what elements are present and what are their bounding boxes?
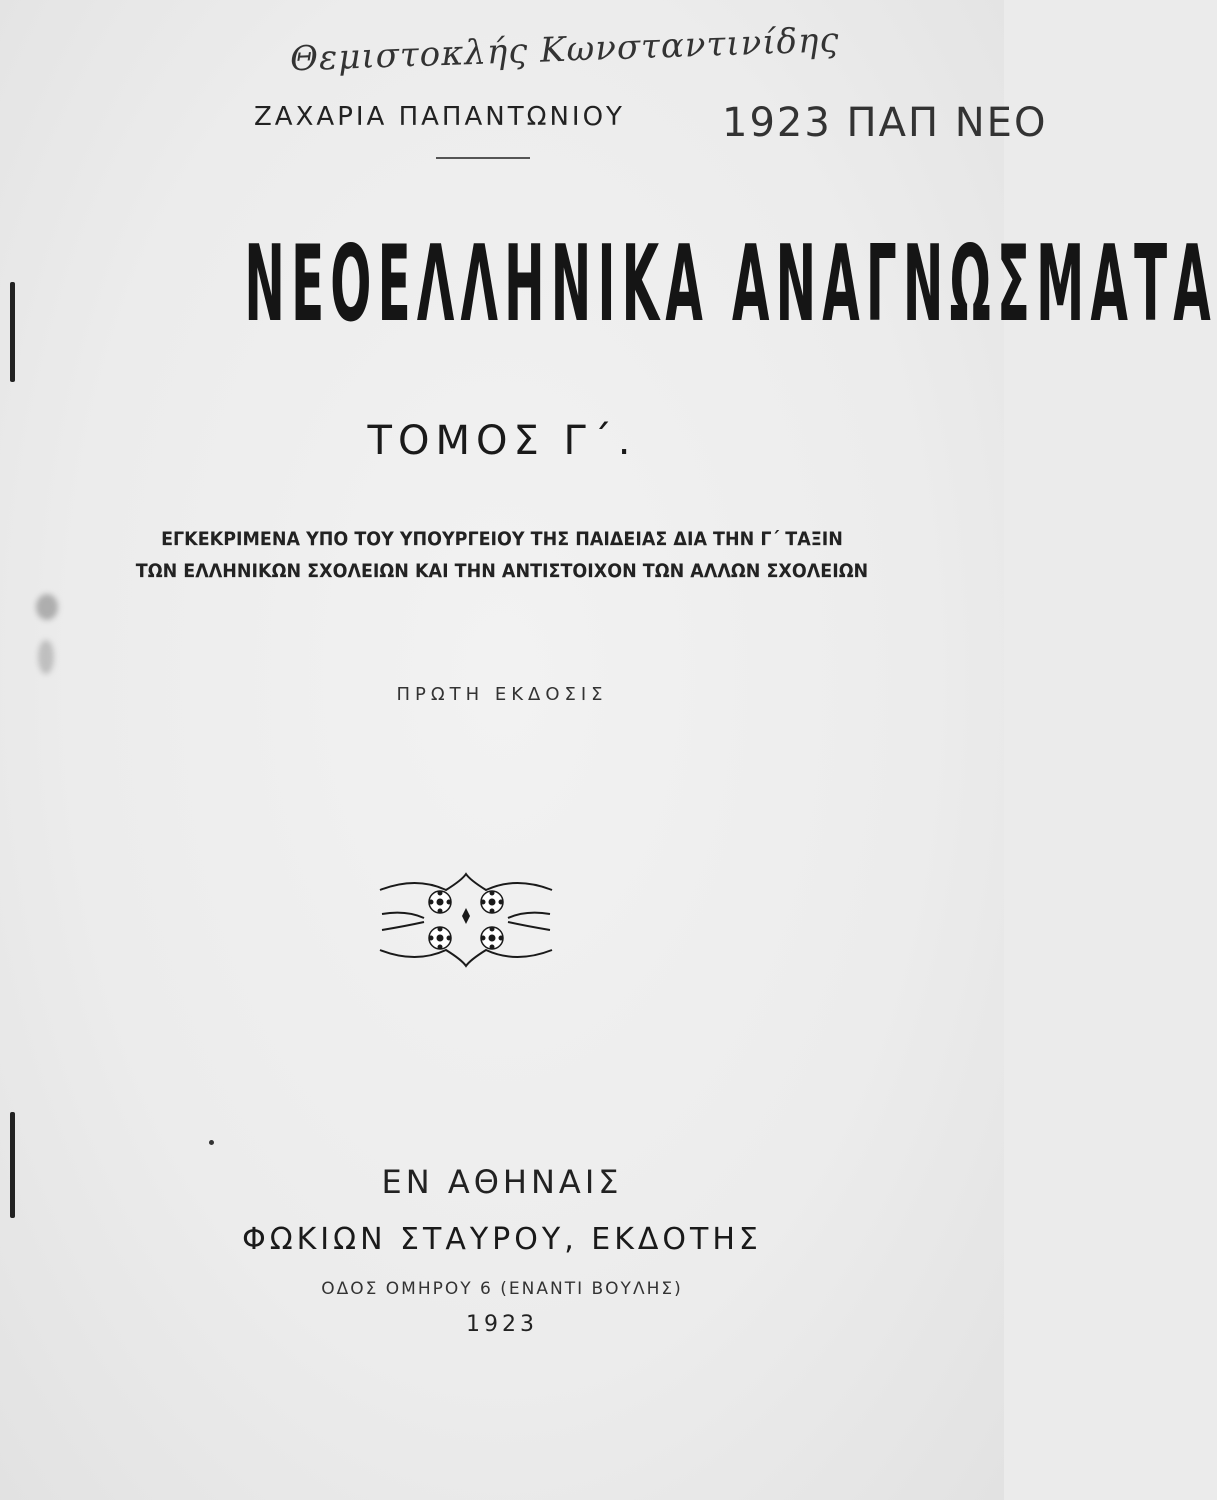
author-name: ΖΑΧΑΡΙΑ ΠΑΠΑΝΤΩΝΙΟΥ <box>254 102 625 132</box>
publication-year: 1923 <box>466 1312 538 1337</box>
approval-line-2: ΤΩΝ ΕΛΛΗΝΙΚΩΝ ΣΧΟΛΕΙΩΝ ΚΑΙ ΤΗΝ ΑΝΤΙΣΤΟΙΧΟΝ ΤΩΝ ΑΛΛΩΝ ΣΧΟΛΕΙΩΝ <box>135 560 869 582</box>
book-title: ΝΕΟΕΛΛΗΝΙΚΑ ΑΝΑΓΝΩΣΜΑΤΑ <box>244 224 1217 346</box>
handwritten-call-number: 1923 ΠΑΠ ΝΕΟ <box>722 100 1048 146</box>
divider-rule <box>436 157 530 159</box>
edition-label: ΠΡΩΤΗ ΕΚΔΟΣΙΣ <box>396 684 608 705</box>
floral-ornament-icon <box>376 870 556 970</box>
print-dot <box>209 1140 214 1145</box>
approval-line-1: ΕΓΚΕΚΡΙΜΕΝΑ ΥΠΟ ΤΟΥ ΥΠΟΥΡΓΕΙΟΥ ΤΗΣ ΠΑΙΔΕΙΑΣ ΔΙΑ ΤΗΝ Γ΄ ΤΑΞΙΝ <box>161 528 843 550</box>
binding-mark-top <box>10 282 15 382</box>
volume-label: ΤΟΜΟΣ Γ΄. <box>367 418 637 464</box>
stain-mark <box>36 594 58 620</box>
publisher-address: ΟΔΟΣ ΟΜΗΡΟΥ 6 (ΕΝΑΝΤΙ ΒΟΥΛΗΣ) <box>321 1279 683 1299</box>
publication-city: ΕΝ ΑΘΗΝΑΙΣ <box>381 1163 623 1201</box>
publisher-name: ΦΩΚΙΩΝ ΣΤΑΥΡΟΥ, ΕΚΔΟΤΗΣ <box>242 1222 762 1257</box>
stain-mark <box>38 640 54 674</box>
handwritten-signature: Θεμιστοκλής Κωνσταντινίδης <box>289 20 841 80</box>
